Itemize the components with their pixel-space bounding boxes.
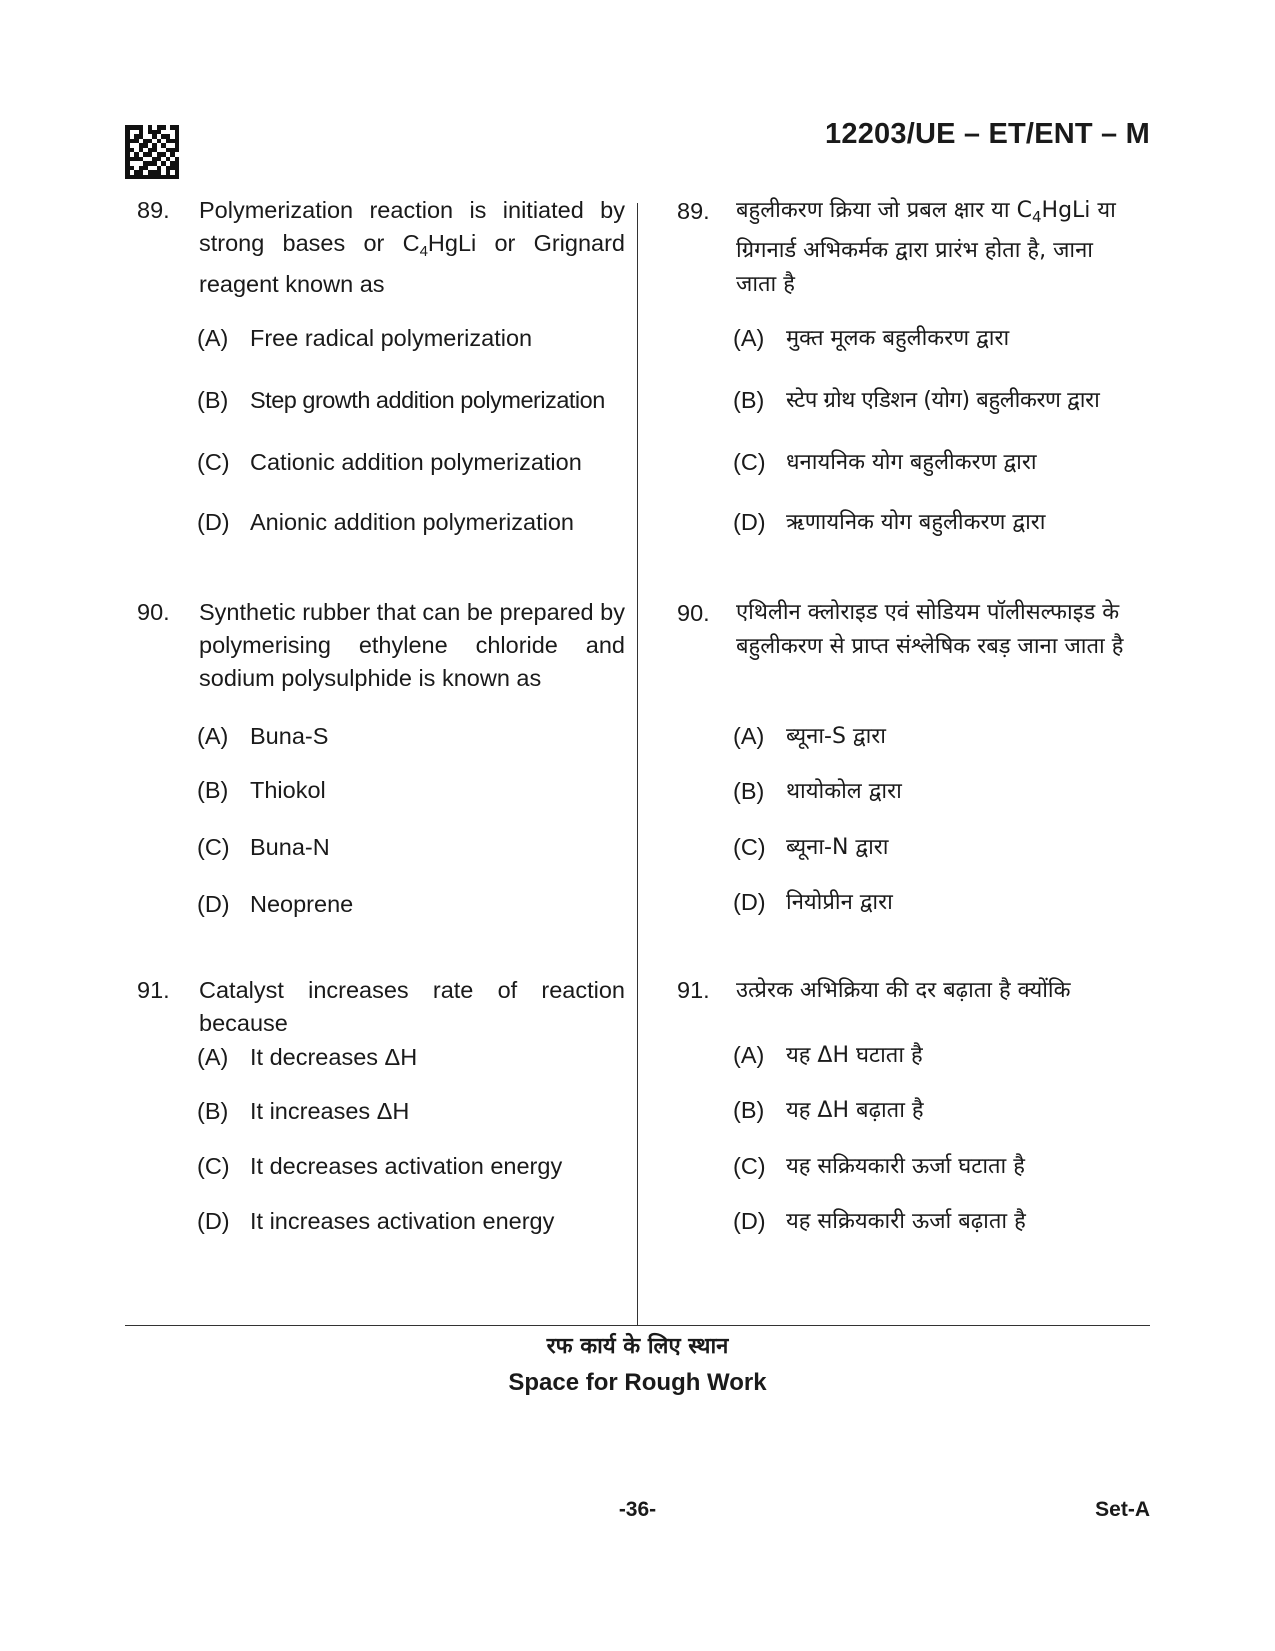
question-89-en [125,194,625,301]
question-91-hi [661,974,1171,1007]
page-number: -36- [618,1498,657,1521]
bottom-rule [125,1325,1150,1326]
question-89-hi [661,194,1171,302]
question-text: Catalyst increases rate of reaction because [199,977,625,1036]
rough-work-heading-hindi: रफ कार्य के लिए स्थान [546,1334,729,1359]
question-text: उत्प्रेरक अभिक्रिया की दर बढ़ाता है क्योंकि [736,978,1071,1003]
question-number: 89. [137,197,170,223]
question-number: 89. [677,198,710,224]
question-number: 90. [677,600,710,626]
question-text: बहुलीकरण क्रिया जो प्रबल क्षार या $C_4HgLi$ या ग्रिगनार्ड अभिकर्मक द्वारा प्रारंभ होता है, जाना जाता है [736,198,1116,297]
question-90-en [125,596,625,695]
set-label: Set-A [1095,1498,1150,1521]
question-number: 91. [137,977,170,1003]
question-91-en [125,974,625,1040]
question-90-hi [661,596,1171,664]
question-text: Polymerization reaction is initiated by strong bases or $C_4HgLi$ or Grignard reagent known as [199,197,626,297]
column-divider [637,203,638,1326]
question-text: एथिलीन क्लोराइड एवं सोडियम पॉलीसल्फाइड के बहुलीकरण से प्राप्त संश्लेषिक रबड़ जाना जाता है [736,600,1124,659]
rough-work-heading: Space for Rough Work [508,1369,767,1396]
qr-code-icon [125,125,179,179]
question-number: 91. [677,977,710,1003]
paper-code: 12203/UE – ET/ENT – M [825,118,1150,150]
question-text: Synthetic rubber that can be prepared by polymerising ethylene chloride and sodium polysulphide is known as [199,599,625,691]
question-number: 90. [137,599,170,625]
